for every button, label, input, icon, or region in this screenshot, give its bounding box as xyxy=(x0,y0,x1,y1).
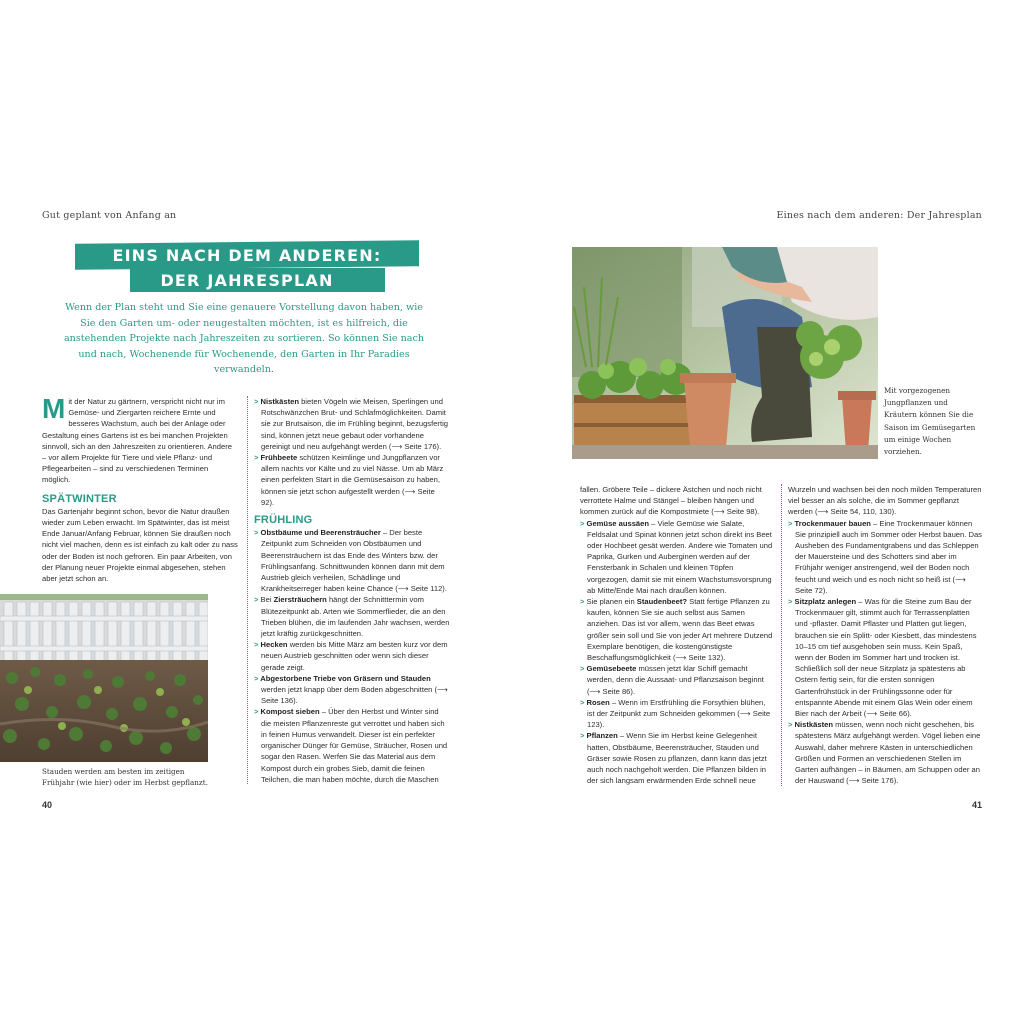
section-heading-spaetwinter: SPÄTWINTER xyxy=(42,492,117,505)
list-item: > Gemüsebeete müssen jetzt klar Schiff gemacht werden, denn die Aussaat- und Pflanzsaison beginnt (⟶ Seite 86). xyxy=(580,664,764,696)
gardener-image xyxy=(572,247,878,459)
intro-text: Wenn der Plan steht und Sie eine genauere Vorstellung davon haben, wie Sie den Garten um- oder neugestalten möchten, ist es hilfreich, die anstehenden Projekte nach Jahreszeiten zu sortieren. So können Sie nach und nach, Wochenende für Wochenende, den Garten in Ihr Paradies verwandeln. xyxy=(63,302,425,375)
title-banner xyxy=(75,242,419,296)
column-divider-left xyxy=(247,396,248,784)
list-item: > Obstbäume und Beerensträucher – Der beste Zeitpunkt zum Schneiden von Obstbäumen und Beerensträuchern ist das Ende des Winters bzw. der Frühlingsanfang. Schnittwunden können dann mit dem Austrieb gleich verheilen, Schädlinge und Krankheitserreger haben keine Chance (⟶ Seite 112). xyxy=(254,528,447,594)
list-item: > Sitzplatz anlegen – Was für die Steine zum Bau der Trockenmauer gilt, stimmt auch für Terrassenplatten und -pflaster. Damit Pflaster und Platten gut liegen, brauchen sie ein Splitt- oder Kiesbett, das mindestens 10–15 cm tief ausgehoben sein muss. Kein Spaß, wenn der Boden im Sommer hart und trocken ist. Schließlich soll der neue Sitzplatz ja spätestens ab Ostern fertig sein, für die ersten sonnigen Gartenfrühstück in der Frühlingssonne oder für entspannte Abende mit einem Glas Wein oder einem Bier nach der Arbeit (⟶ Seite 66). xyxy=(788,597,977,719)
list-item: > Pflanzen – Wenn Sie im Herbst keine Gelegenheit hatten, Obstbäume, Beerensträucher, Stauden und Gräser sowie Rosen zu pflanzen, dann kann das jetzt auch noch nachgeholt werden. Die Pflanzen bilden in der sich langsam erwärmenden Erde schnell neue xyxy=(580,731,767,786)
list-item: > Trockenmauer bauen – Eine Trockenmauer können Sie prinzipiell auch im Sommer oder Herbst bauen. Das Ausheben des Fundamentgrabens und das Schleppen der Mauersteine und des Schotters sind aber im Frühjahr weniger anstrengend, weil der Boden noch feucht und weich und es noch nicht so heiß ist (⟶ Seite 72). xyxy=(788,518,982,595)
list-item: > Gemüse aussäen – Viele Gemüse wie Salate, Feldsalat und Spinat können jetzt schon direkt ins Beet oder Hochbeet gesät werden. Andere wie Tomaten und Paprika, Gurken und Auberginen werden auf der Fensterbank in Schalen und kleinen Töpfen vorgezogen, damit sie mit einem Wachstumsvorsprung ab Mitte/Ende Mai nach draußen können. xyxy=(580,518,773,595)
running-head-left: Gut geplant von Anfang an xyxy=(42,210,177,221)
photo-left-caption: Stauden werden am besten im zeitigen Frühjahr (wie hier) oder im Herbst gepflanzt. xyxy=(42,767,208,787)
column-3 xyxy=(580,484,774,786)
column-divider-right xyxy=(781,484,782,786)
column-4 xyxy=(788,484,982,786)
section-heading-fruehling: FRÜHLING xyxy=(254,514,313,527)
column-1 xyxy=(42,393,238,584)
list-item: > Sie planen ein Staudenbeet? Statt fertige Pflanzen zu kaufen, können Sie sie auch selbst aus Samen anziehen. Das ist vor allem, wenn das Beet etwas größer sein soll und Sie von jeder Art mehrere Dutzend Exemplare benötigen, die kostengünstigste Beschaffungsmöglichkeit (⟶ Seite 132). xyxy=(580,597,773,663)
lead-paragraph: Mit der Natur zu gärtnern, verspricht nicht nur im Gemüse- und Ziergarten reichere Ernte und besseres Wachstum, auch bei der Anlage oder Gestaltung eines Gartens ist es bei manchen Projekten sinnvoll, sich an den Jahreszeiten zu orientieren. Andere – vor allem Projekte für Tiere und viele Pflanz- und Pflegearbeiten – sind zu verschiedenen Terminen möglich. xyxy=(42,393,232,485)
spaetwinter-paragraph: Das Gartenjahr beginnt schon, bevor die Natur draußen wieder zum Leben erwacht. Im Spätwinter, das ist meist Ende Januar/Anfang Februar, können Sie draußen noch nicht viel machen, denn es ist einfach zu kalt oder zu nass oder der Boden ist noch gefroren. Ein paar Arbeiten, von der Planung neuer Projekte einmal abgesehen, stehen aber jetzt schon an. xyxy=(42,506,238,584)
photo-gardener-seedlings xyxy=(572,247,878,459)
photo-perennial-bed xyxy=(0,594,208,762)
drop-cap: M xyxy=(42,393,66,424)
list-item: > Frühbeete schützen Keimlinge und Jungpflanzen vor allem nachts vor Kälte und zu viel Nässe. Um ab März einen perfekten Start in die Gemüsesaison zu haben, können sie jetzt schon aufgestellt werden (⟶ Seite 92). xyxy=(254,453,444,507)
list-item: > Rosen – Wenn im Erstfrühling die Forsythien blühen, ist der Zeitpunkt zum Schneiden gekommen (⟶ Seite 123). xyxy=(580,697,771,730)
page-number-left: 40 xyxy=(42,800,53,810)
continuation-paragraph: Wurzeln und wachsen bei den noch milden Temperaturen viel besser an als solche, die im Sommer gepflanzt werden (⟶ Seite 54, 110, 130). xyxy=(788,485,982,517)
perennial-bed-image xyxy=(0,594,208,762)
title-line-2: DER JAHRESPLAN xyxy=(160,271,334,290)
list-item: > Abgestorbene Triebe von Gräsern und Stauden werden jetzt knapp über dem Boden abgeschnitten (⟶ Seite 136). xyxy=(254,673,448,706)
list-item: > Hecken werden bis Mitte März am besten kurz vor dem neuen Austrieb geschnitten oder wenn sich dieser gerade zeigt. xyxy=(254,640,448,672)
running-head-right: Eines nach dem anderen: Der Jahresplan xyxy=(776,210,982,221)
photo-right-caption: Mit vorgezogenen Jungpflanzen und Kräutern können Sie die Saison im Gemüsegarten um einige Wochen vorziehen. xyxy=(884,386,976,457)
list-item: > Nistkästen müssen, wenn noch nicht geschehen, bis spätestens März aufgehängt werden. Vögel lieben eine Auswahl, daher mehrere Kästen in unterschiedlichen Größen und Formen an verschiedenen Stellen im Garten aufhängen – in Bäumen, am Schuppen oder an der Hauswand (⟶ Seite 176). xyxy=(788,720,981,786)
column-2 xyxy=(254,396,450,785)
page-number-right: 41 xyxy=(971,800,982,810)
title-line-1: EINS NACH DEM ANDEREN: xyxy=(112,246,382,265)
list-item: > Kompost sieben – Über den Herbst und Winter sind die meisten Pflanzenreste gut verrottet und haben sich in feinen Humus verwandelt. Dieser ist ein perfekter organischer Dünger für Gemüse, Sträucher, Rosen und sogar den Rasen. Werfen Sie das Material aus dem Kompost durch ein grobes Sieb, damit die feinen Teilchen, die man haben möchte, durch die Maschen xyxy=(254,707,448,784)
list-item: > Nistkästen bieten Vögeln wie Meisen, Sperlingen und Rotschwänzchen Brut- und Schlafmöglichkeiten. Damit sie zur Brutsaison, die im Frühling beginnt, bezugsfertig sind, können jetzt neue gebaut oder vorhandene gereinigt und neu aufgehängt werden (⟶ Seite 176). xyxy=(254,397,448,451)
list-item: > Bei Ziersträuchern hängt der Schnitttermin vom Blütezeitpunkt ab. Arten wie Sommerflieder, die an den Trieben blühen, die im laufenden Jahr wachsen, werden jetzt kräftig zurückgeschnitten. xyxy=(254,595,450,639)
continuation-paragraph: fallen. Gröbere Teile – dickere Ästchen und noch nicht verrottete Halme und Stängel – bleiben hängen und kommen zurück auf die Kompostmiete (⟶ Seite 98). xyxy=(580,485,762,517)
